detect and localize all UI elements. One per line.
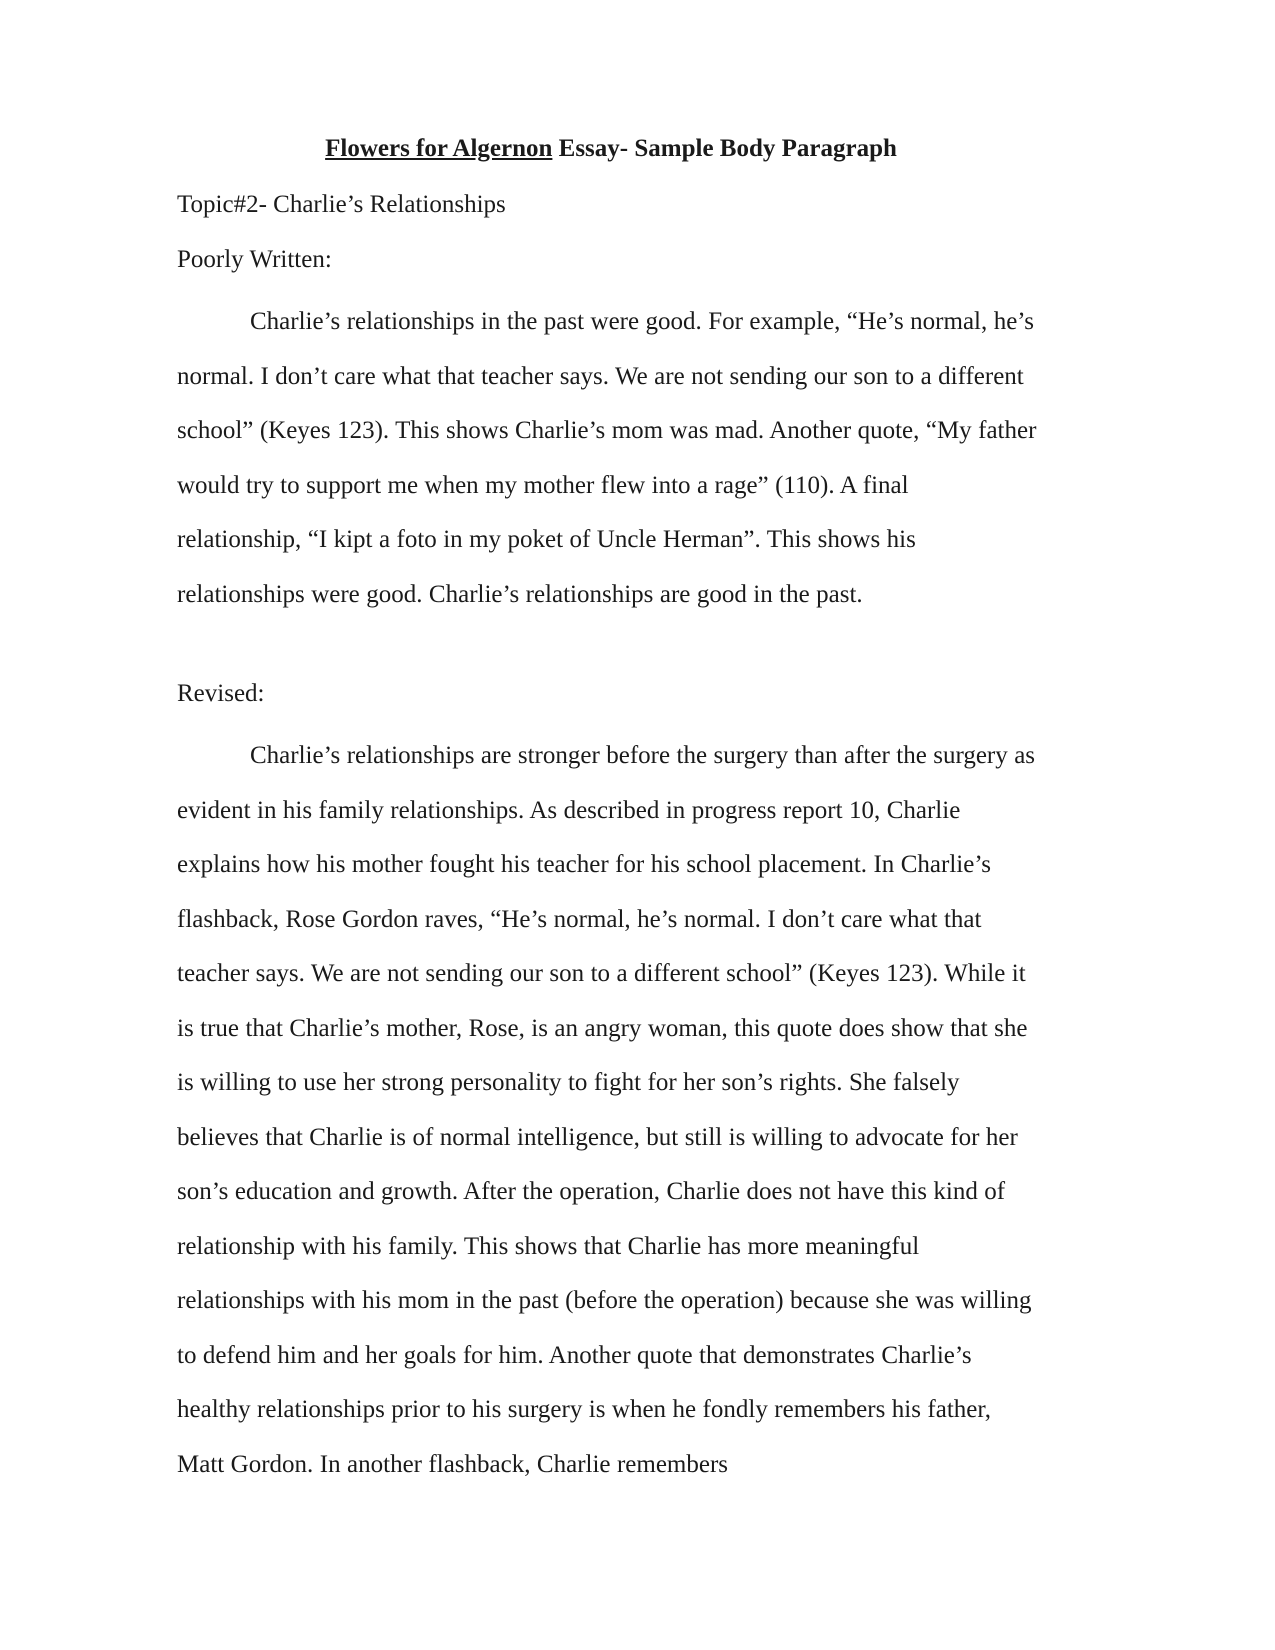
revised-paragraph: Charlie’s relationships are stronger before the surgery than after the surgery as evident in his family relationships. As described in progress report 10, Charlie explains how his mother fought his teacher for his school placement. In Charlie’s flashback, Rose Gordon raves, “He’s normal, he’s normal. I don’t care what that teacher says. We are not sending our son to a different school” (Keyes 123). While it is true that Charlie’s mother, Rose, is an angry woman, this quote does show that she is willing to use her strong personality to fight for her son’s rights. She falsely believes that Charlie is of normal intelligence, but still is willing to advocate for her son’s education and growth. After the operation, Charlie does not have this kind of relationship with his family. This shows that Charlie has more meaningful relationships with his mom in the past (before the operation) because she was willing to defend him and her goals for him. Another quote that demonstrates Charlie’s healthy relationships prior to his surgery is when he fondly remembers his father, Matt Gordon. In another flashback, Charlie remembers <box>177 742 1036 1478</box>
document-body <box>177 132 1037 1492</box>
topic-line: Topic#2- Charlie’s Relationships <box>177 191 506 218</box>
revised-label: Revised: <box>177 680 265 707</box>
page-title <box>177 132 1037 166</box>
poorly-written-label: Poorly Written: <box>177 246 332 273</box>
page-title-rest: Essay- Sample Body Paragraph <box>552 135 897 162</box>
section-spacer <box>177 622 1037 677</box>
page-title-book-name: Flowers for Algernon <box>325 135 553 162</box>
revised-section <box>177 729 1037 1492</box>
poorly-written-paragraph: Charlie’s relationships in the past were good. For example, “He’s normal, he’s normal. I don’t care what that teacher says. We are not sending our son to a different school” (Keyes 123). This shows Charlie’s mom was mad. Another quote, “My father would try to support me when my mother flew into a rage” (110). A final relationship, “I kipt a foto in my poket of Uncle Herman”. This shows his relationships were good. Charlie’s relationships are good in the past. <box>177 308 1037 608</box>
poorly-written-section <box>177 295 1037 622</box>
